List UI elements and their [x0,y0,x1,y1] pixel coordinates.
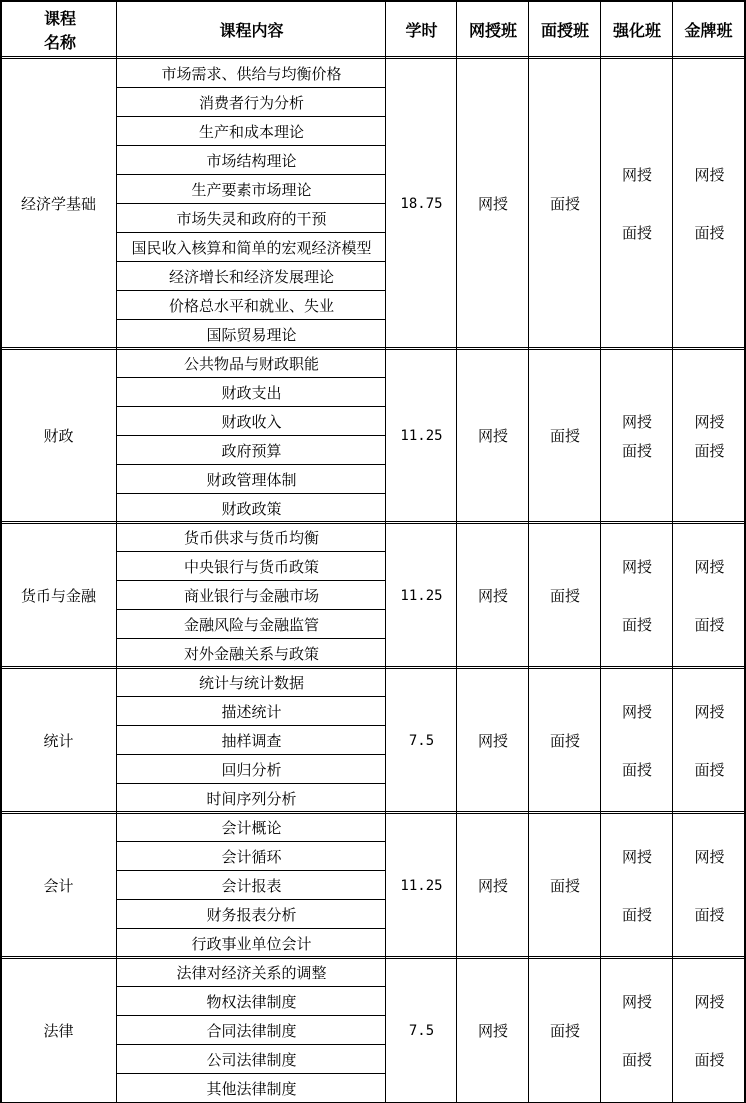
course-hours: 11.25 [400,428,443,444]
topic-cell: 回归分析 [221,760,282,779]
course-name: 经济学基础 [20,195,96,213]
grid-line [117,551,386,552]
gold-class-value: 网授 [694,992,725,1011]
online-class-value: 网授 [477,586,508,605]
header-hours: 学时 [405,21,438,40]
face-class-value: 面授 [549,195,580,213]
topic-cell: 消费者行为分析 [198,93,304,112]
intensive-class-value: 面授 [621,760,652,779]
grid-line [117,377,386,378]
grid-line [117,116,386,117]
topic-cell: 会计概论 [221,818,282,837]
grid-line [117,841,386,842]
grid-line [117,609,386,610]
topic-cell: 物权法律制度 [206,992,297,1011]
topic-cell: 抽样调查 [221,731,282,750]
topic-cell: 市场结构理论 [206,151,297,170]
course-name: 财政 [43,427,74,445]
face-class-value: 面授 [549,427,580,445]
intensive-class-value: 网授 [621,992,652,1011]
gold-class-value: 面授 [694,441,725,460]
header-course-name-line1: 课程 [43,9,76,28]
topic-cell: 生产和成本理论 [198,122,304,141]
intensive-class-value: 网授 [621,412,652,431]
topic-cell: 公共物品与财政职能 [183,354,319,373]
intensive-class-value: 网授 [621,557,652,576]
course-name: 会计 [43,876,74,895]
topic-cell: 行政事业单位会计 [191,934,312,953]
grid-line [117,1015,386,1016]
topic-cell: 政府预算 [221,441,282,460]
grid-line [117,899,386,900]
grid-line [117,928,386,929]
grid-line [528,0,529,1102]
grid-line [0,56,746,57]
topic-cell: 法律对经济关系的调整 [176,963,327,982]
grid-line [117,870,386,871]
grid-line [0,666,746,667]
course-hours: 11.25 [400,877,443,894]
gold-class-values [673,59,746,349]
grid-line [117,261,386,262]
course-hours: 11.25 [400,587,443,604]
grid-line [0,0,746,2]
intensive-class-value: 面授 [621,615,652,634]
grid-line [0,813,746,814]
intensive-class-value: 网授 [621,702,652,721]
grid-line [0,347,746,348]
intensive-class-values [601,59,673,349]
gold-class-value: 面授 [694,905,725,924]
face-class-value: 面授 [549,1021,580,1040]
intensive-class-values [601,523,673,668]
intensive-class-value: 面授 [621,1050,652,1069]
topic-cell: 市场失灵和政府的干预 [176,209,327,228]
course-hours: 18.75 [400,196,443,212]
face-class-value: 面授 [549,876,580,895]
online-class-value: 网授 [477,876,508,895]
topic-cell: 财政支出 [221,383,282,402]
topic-cell: 金融风险与金融监管 [183,615,319,634]
grid-line [0,956,746,957]
gold-class-value: 网授 [694,847,725,866]
topic-cell: 生产要素市场理论 [191,180,312,199]
topic-cell: 中央银行与货币政策 [183,557,319,576]
course-name: 法律 [43,1021,74,1040]
gold-class-value: 网授 [694,412,725,431]
header-course-content: 课程内容 [219,21,284,40]
topic-cell: 会计循环 [221,847,282,866]
intensive-class-value: 面授 [621,224,652,242]
grid-line [117,754,386,755]
grid-line [0,58,746,59]
topic-cell: 货币供求与货币均衡 [183,528,319,547]
intensive-class-value: 网授 [621,166,652,184]
topic-cell: 商业银行与金融市场 [183,586,319,605]
intensive-class-values [601,349,673,523]
grid-line [117,638,386,639]
topic-cell: 国际贸易理论 [206,325,297,344]
gold-class-value: 面授 [694,224,725,242]
grid-line [117,1073,386,1074]
grid-line [0,958,746,959]
grid-line [117,145,386,146]
gold-class-value: 面授 [694,1050,725,1069]
grid-line [117,290,386,291]
topic-cell: 统计与统计数据 [198,673,304,692]
gold-class-value: 面授 [694,760,725,779]
topic-cell: 其他法律制度 [206,1079,297,1098]
face-class-value: 面授 [549,731,580,750]
grid-line [117,435,386,436]
header-course-name-line2: 名称 [43,33,76,52]
topic-cell: 合同法律制度 [206,1021,297,1040]
online-class-value: 网授 [477,195,508,213]
grid-line [117,464,386,465]
grid-line [117,1044,386,1045]
topic-cell: 对外金融关系与政策 [183,644,319,663]
grid-line [0,668,746,669]
online-class-value: 网授 [477,427,508,445]
grid-line [117,580,386,581]
course-name: 统计 [43,731,74,750]
topic-cell: 描述统计 [221,702,282,721]
grid-line [117,232,386,233]
topic-cell: 国民收入核算和简单的宏观经济模型 [131,238,372,257]
gold-class-values [673,813,746,958]
grid-line [117,174,386,175]
topic-cell: 会计报表 [221,876,282,895]
face-class-value: 面授 [549,586,580,605]
header-online-class: 网授班 [468,21,517,40]
gold-class-value: 网授 [694,557,725,576]
gold-class-value: 面授 [694,615,725,634]
topic-cell: 财政管理体制 [206,470,297,489]
grid-line [0,811,746,812]
grid-line [117,696,386,697]
grid-line [0,349,746,350]
topic-cell: 公司法律制度 [206,1050,297,1069]
gold-class-values [673,668,746,813]
online-class-value: 网授 [477,1021,508,1040]
header-gold-class: 金牌班 [684,21,733,40]
topic-cell: 市场需求、供给与均衡价格 [161,64,342,83]
topic-cell: 价格总水平和就业、失业 [168,296,334,315]
intensive-class-value: 面授 [621,441,652,460]
grid-line [117,406,386,407]
online-class-value: 网授 [477,731,508,750]
gold-class-value: 网授 [694,166,725,184]
header-face-class: 面授班 [540,21,589,40]
topic-cell: 时间序列分析 [206,789,297,808]
intensive-class-value: 网授 [621,847,652,866]
grid-line [456,0,457,1102]
grid-line [117,986,386,987]
grid-line [0,521,746,522]
intensive-class-value: 面授 [621,905,652,924]
grid-line [117,725,386,726]
grid-line [117,493,386,494]
topic-cell: 财政收入 [221,412,282,431]
topic-cell: 财务报表分析 [206,905,297,924]
topic-cell: 财政政策 [221,499,282,518]
intensive-class-values [601,813,673,958]
grid-line [672,0,673,1102]
gold-class-values [673,523,746,668]
intensive-class-values [601,958,673,1103]
grid-line [600,0,601,1102]
grid-line [117,87,386,88]
header-intensive-class: 强化班 [612,21,661,40]
gold-class-value: 网授 [694,702,725,721]
topic-cell: 经济增长和经济发展理论 [168,267,334,286]
grid-line [117,319,386,320]
grid-line [0,523,746,524]
header-course-name [3,3,117,59]
grid-line [117,783,386,784]
gold-class-values [673,958,746,1103]
course-hours: 7.5 [408,1022,435,1039]
grid-line [117,203,386,204]
course-name: 货币与金融 [20,586,96,605]
intensive-class-values [601,668,673,813]
course-hours: 7.5 [408,732,435,749]
grid-line [0,0,2,1103]
gold-class-values [673,349,746,523]
